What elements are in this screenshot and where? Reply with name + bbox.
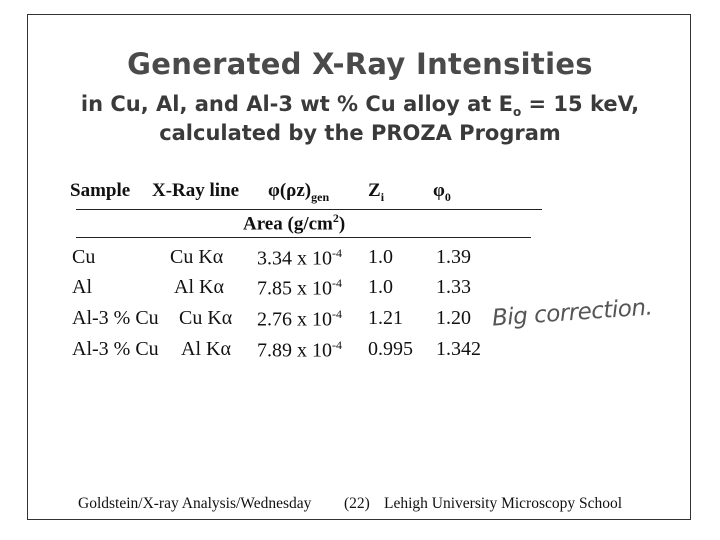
header-rule-top	[76, 209, 542, 210]
row-1-area: 3.34 x $10^{-4}$	[257, 246, 342, 270]
footer-page-number: (22)	[344, 495, 370, 512]
row-1-z: 1.0	[368, 246, 393, 268]
row-2-sample: Al	[72, 276, 92, 298]
row-3-area: 2.76 x $10^{-4}$	[257, 307, 342, 331]
row-3-line: Cu Kα	[179, 307, 233, 329]
slide-subtitle-line1: in Cu, Al, and Al-3 wt % Cu alloy at $E_o = 15$ keV,	[80, 92, 640, 120]
handwritten-annotation: Big correction.	[491, 294, 654, 332]
row-2-line: Al Kα	[174, 276, 224, 298]
slide-title: Generated X-Ray Intensities	[127, 47, 593, 81]
slide-frame	[27, 14, 691, 520]
footer-right: Lehigh University Microscopy School	[384, 495, 623, 512]
row-4-line: Al Kα	[181, 338, 231, 360]
header-sample: Sample	[70, 180, 131, 201]
row-4-area: 7.89 x $10^{-4}$	[257, 338, 342, 362]
footer-left: Goldstein/X-ray Analysis/Wednesday	[78, 495, 312, 512]
row-1-sample: Cu	[72, 246, 96, 268]
row-3-sample: Al-3 % Cu	[72, 307, 159, 329]
slide-subtitle-line2: calculated by the PROZA Program	[159, 121, 561, 145]
row-1-line: Cu Kα	[170, 246, 224, 268]
row-4-phi0: 1.342	[436, 338, 481, 360]
header-xray-line: X-Ray line	[152, 180, 240, 201]
row-1-phi0: 1.39	[436, 246, 471, 268]
row-2-phi0: 1.33	[436, 276, 471, 298]
row-2-z: 1.0	[368, 276, 393, 298]
header-rule-bottom	[76, 237, 531, 238]
row-4-z: 0.995	[368, 338, 413, 360]
header-phi-gen-area: Area $(g/cm^2)$	[243, 211, 346, 235]
row-3-z: 1.21	[368, 307, 403, 329]
header-z: $Z_i$	[368, 180, 385, 204]
header-phi-gen: $\varphi(\rho z)_{gen}$	[268, 180, 330, 204]
header-phi0: $\varphi_0$	[433, 180, 451, 204]
row-4-sample: Al-3 % Cu	[72, 338, 159, 360]
row-3-phi0: 1.20	[436, 307, 471, 329]
row-2-area: 7.85 x $10^{-4}$	[257, 276, 342, 300]
